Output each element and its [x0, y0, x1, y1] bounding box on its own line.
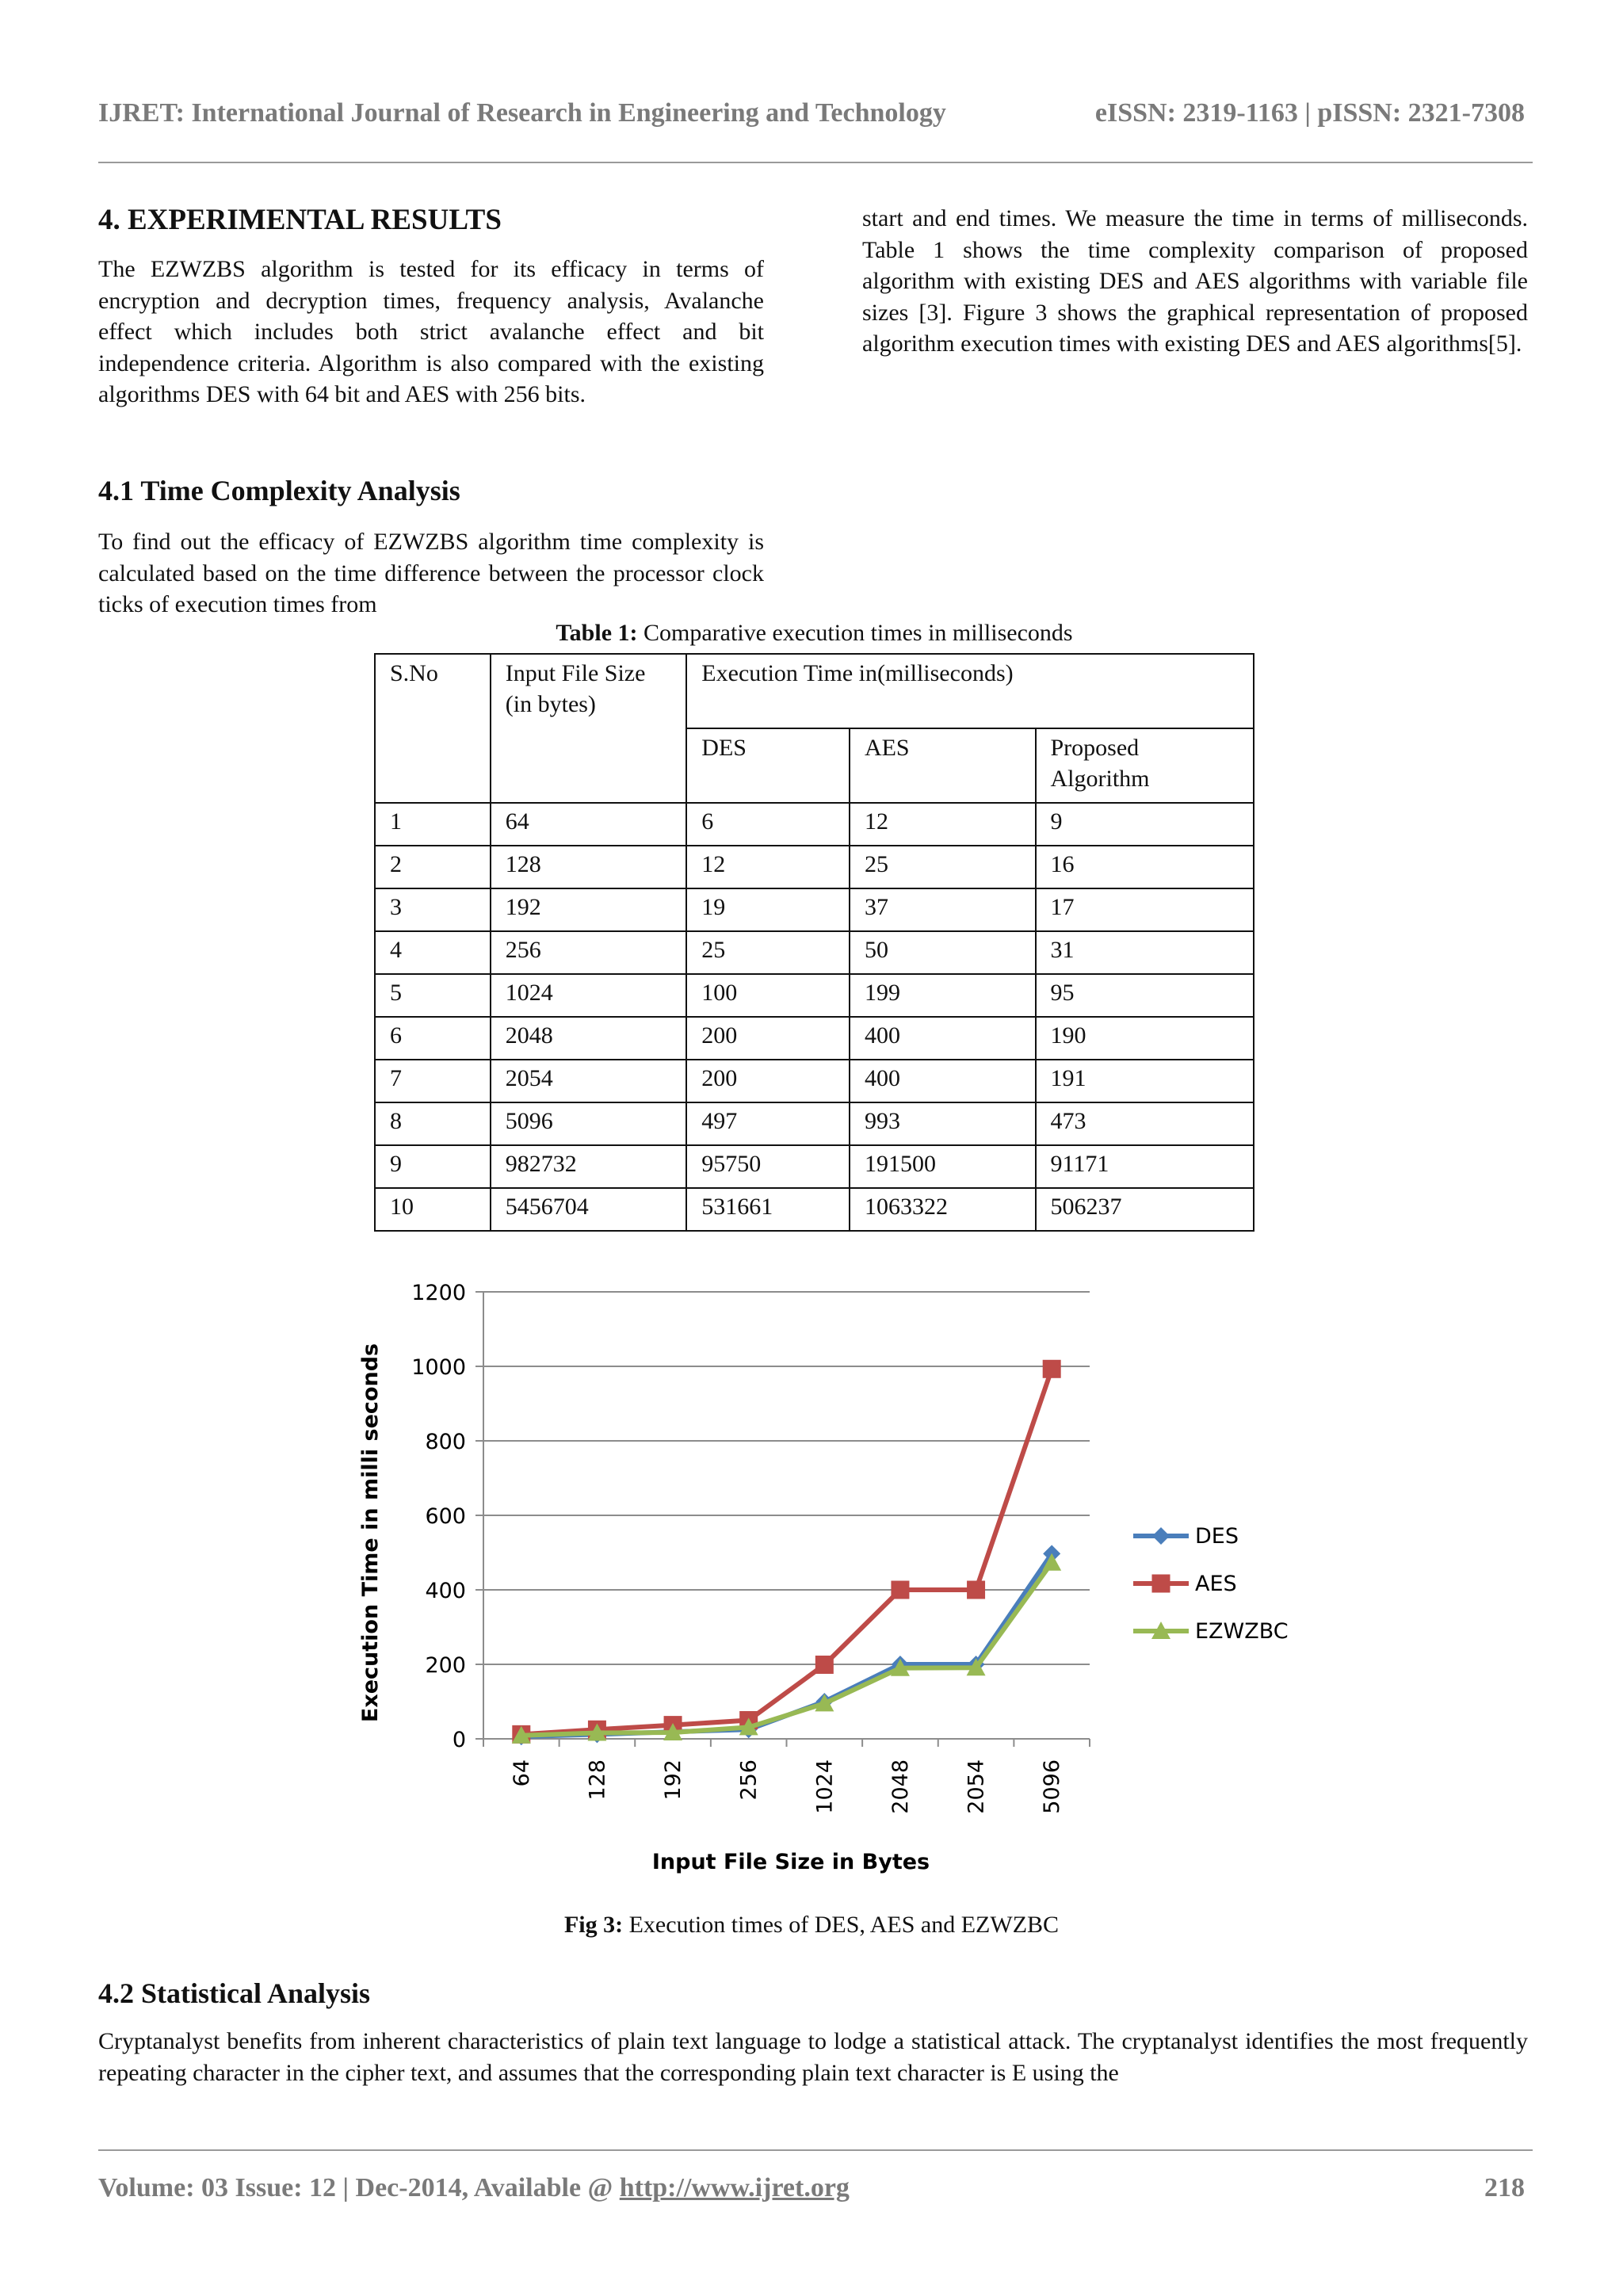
legend-item-aes: [1133, 1572, 1237, 1596]
table-cell: 128: [491, 846, 687, 888]
table-cell: 5: [375, 974, 491, 1017]
footer-volume: [98, 2173, 850, 2203]
table-cell: 7: [375, 1060, 491, 1102]
table-row: [375, 1102, 1254, 1145]
table-cell: 993: [850, 1102, 1036, 1145]
table-cell: 4: [375, 931, 491, 974]
figure-caption: [0, 1912, 1623, 1939]
table-caption: [374, 620, 1254, 647]
legend-item-des: [1133, 1524, 1239, 1549]
table-cell: 1: [375, 803, 491, 846]
table-row: [375, 1145, 1254, 1188]
legend-marker: [1152, 1527, 1170, 1545]
table-cell: 64: [491, 803, 687, 846]
table-cell: 400: [850, 1017, 1036, 1060]
figure-caption-label: Fig 3:: [563, 1912, 624, 1938]
time-complexity-paragraph-left: To find out the efficacy of EZWZBS algorithm time complexity is calculated based on the time difference between the processor clock ticks of execution times from: [98, 529, 764, 617]
table-cell: 5096: [491, 1102, 687, 1145]
table-cell: 10: [375, 1188, 491, 1231]
table-cell: 25: [850, 846, 1036, 888]
y-tick-label: 800: [425, 1430, 466, 1454]
legend-item-ezwzbc: [1133, 1619, 1289, 1644]
table-row: [375, 1060, 1254, 1102]
table-cell: 473: [1036, 1102, 1254, 1145]
y-tick-label: 200: [425, 1653, 466, 1678]
table-cell: 1024: [491, 974, 687, 1017]
section-title-statistical-analysis: 4.2 Statistical Analysis: [98, 1977, 371, 2009]
time-complexity-paragraph-right: start and end times. We measure the time in terms of milliseconds. Table 1 shows the time complexity comparison of proposed algorithm with existing DES and AES algorithms with variable file sizes [3]. Figure 3 shows the graphical representation of proposed algorithm execution times with existing DES and AES algorithms[5].: [862, 205, 1528, 357]
section-intro-paragraph: The EZWZBS algorithm is tested for its efficacy in terms of encryption and decryption times, frequency analysis, Avalanche effect which includes both strict avalanche effect and bit independence criteria. Algorithm is also compared with the existing algorithms DES with 64 bit and AES with 256 bits.: [98, 256, 764, 407]
table-cell: 50: [850, 931, 1036, 974]
x-tick-label: 5096: [1040, 1759, 1065, 1814]
table-cell: 191: [1036, 1060, 1254, 1102]
data-point: [1043, 1360, 1060, 1377]
x-tick-label: 2048: [888, 1759, 913, 1814]
series-aes: [513, 1360, 1060, 1743]
data-point: [815, 1656, 833, 1673]
table-cell: 497: [686, 1102, 850, 1145]
data-point: [968, 1581, 985, 1599]
table-caption-label: Table 1:: [556, 620, 638, 646]
statistical-analysis-paragraph: Cryptanalyst benefits from inherent characteristics of plain text language to lodge a statistical attack. The cryptanalyst identifies the most frequently repeating character in the cipher text, and assumes that the corresponding plain text character is E using the: [98, 2028, 1528, 2086]
x-tick-label: 2054: [964, 1759, 989, 1814]
table-cell: 2048: [491, 1017, 687, 1060]
table-row: [375, 974, 1254, 1017]
y-tick-label: 600: [425, 1504, 466, 1529]
table-cell: 17: [1036, 888, 1254, 931]
x-tick-label: 64: [509, 1759, 534, 1787]
series-line-aes: [521, 1369, 1052, 1734]
footer-rule: [98, 2149, 1533, 2151]
table-cell: 100: [686, 974, 850, 1017]
table-cell: 256: [491, 931, 687, 974]
table-row: [375, 931, 1254, 974]
x-tick-label: 256: [736, 1759, 762, 1801]
table-cell: 19: [686, 888, 850, 931]
table-cell: 1063322: [850, 1188, 1036, 1231]
table-row: [375, 888, 1254, 931]
table-row: [375, 803, 1254, 846]
table-header-proposed: Proposed Algorithm: [1036, 728, 1254, 803]
table-cell: 200: [686, 1017, 850, 1060]
chart-y-tick-labels: [411, 1281, 466, 1752]
chart-axes: [475, 1292, 1090, 1747]
table-caption-text: Comparative execution times in milliseconds: [637, 620, 1073, 646]
section-title-time-complexity: 4.1 Time Complexity Analysis: [98, 475, 460, 506]
table-cell: 25: [686, 931, 850, 974]
chart-x-axis-label: Input File Size in Bytes: [651, 1850, 930, 1874]
y-tick-label: 0: [452, 1728, 466, 1752]
table-header-sno: S.No: [375, 654, 491, 803]
issn: eISSN: 2319-1163 | pISSN: 2321-7308: [1094, 98, 1525, 128]
y-tick-label: 1200: [411, 1281, 466, 1305]
x-tick-label: 192: [661, 1759, 686, 1801]
table-cell: 6: [375, 1017, 491, 1060]
table-cell: 400: [850, 1060, 1036, 1102]
table-row: [375, 1017, 1254, 1060]
chart-legend: [1133, 1524, 1289, 1644]
legend-label: DES: [1195, 1524, 1239, 1549]
chart-x-tick-labels: [510, 1759, 1064, 1814]
table-cell: 8: [375, 1102, 491, 1145]
legend-label: EZWZBC: [1195, 1619, 1289, 1644]
table-cell: 31: [1036, 931, 1254, 974]
table-header-input-size: Input File Size (in bytes): [491, 654, 687, 803]
section-title-experimental-results: 4. EXPERIMENTAL RESULTS: [98, 204, 502, 236]
table-header-des: DES: [686, 728, 850, 803]
table-header-aes: AES: [850, 728, 1036, 803]
table-header-execution-time: Execution Time in(milliseconds): [686, 654, 1254, 728]
table-cell: 2054: [491, 1060, 687, 1102]
table-body: [375, 803, 1254, 1231]
table-cell: 199: [850, 974, 1036, 1017]
table-row: [375, 846, 1254, 888]
table-cell: 9: [1036, 803, 1254, 846]
table-cell: 6: [686, 803, 850, 846]
journal-title: IJRET: International Journal of Research in Engineering and Technology: [98, 98, 946, 128]
data-point: [892, 1581, 909, 1599]
table-cell: 12: [686, 846, 850, 888]
table-cell: 5456704: [491, 1188, 687, 1231]
x-tick-label: 1024: [812, 1759, 838, 1814]
page-number: 218: [1484, 2173, 1525, 2202]
y-tick-label: 400: [425, 1579, 466, 1603]
table-cell: 12: [850, 803, 1036, 846]
table-cell: 506237: [1036, 1188, 1254, 1231]
legend-marker: [1152, 1575, 1170, 1592]
table-cell: 2: [375, 846, 491, 888]
header-rule: [98, 162, 1533, 163]
footer-volume-text: Volume: 03 Issue: 12 | Dec-2014, Available @: [98, 2173, 620, 2202]
table-cell: 37: [850, 888, 1036, 931]
execution-times-table: [374, 653, 1254, 1232]
table-cell: 9: [375, 1145, 491, 1188]
table-row: [375, 1188, 1254, 1231]
table-cell: 16: [1036, 846, 1254, 888]
table-cell: 95750: [686, 1145, 850, 1188]
table-cell: 91171: [1036, 1145, 1254, 1188]
table-cell: 982732: [491, 1145, 687, 1188]
table-cell: 192: [491, 888, 687, 931]
table-cell: 191500: [850, 1145, 1036, 1188]
chart-gridlines: [483, 1292, 1090, 1664]
footer-journal-link[interactable]: http://www.ijret.org: [619, 2173, 850, 2202]
chart-series: [512, 1360, 1061, 1745]
legend-label: AES: [1195, 1572, 1237, 1596]
figure-caption-text: Execution times of DES, AES and EZWZBC: [623, 1912, 1060, 1938]
x-tick-label: 128: [585, 1759, 610, 1801]
table-cell: 190: [1036, 1017, 1254, 1060]
y-tick-label: 1000: [411, 1355, 466, 1380]
table-cell: 95: [1036, 974, 1254, 1017]
table-cell: 200: [686, 1060, 850, 1102]
table-cell: 3: [375, 888, 491, 931]
table-cell: 531661: [686, 1188, 850, 1231]
chart-y-axis-label: Execution Time in milli seconds: [358, 1343, 383, 1723]
execution-time-chart: [349, 1268, 1300, 1902]
